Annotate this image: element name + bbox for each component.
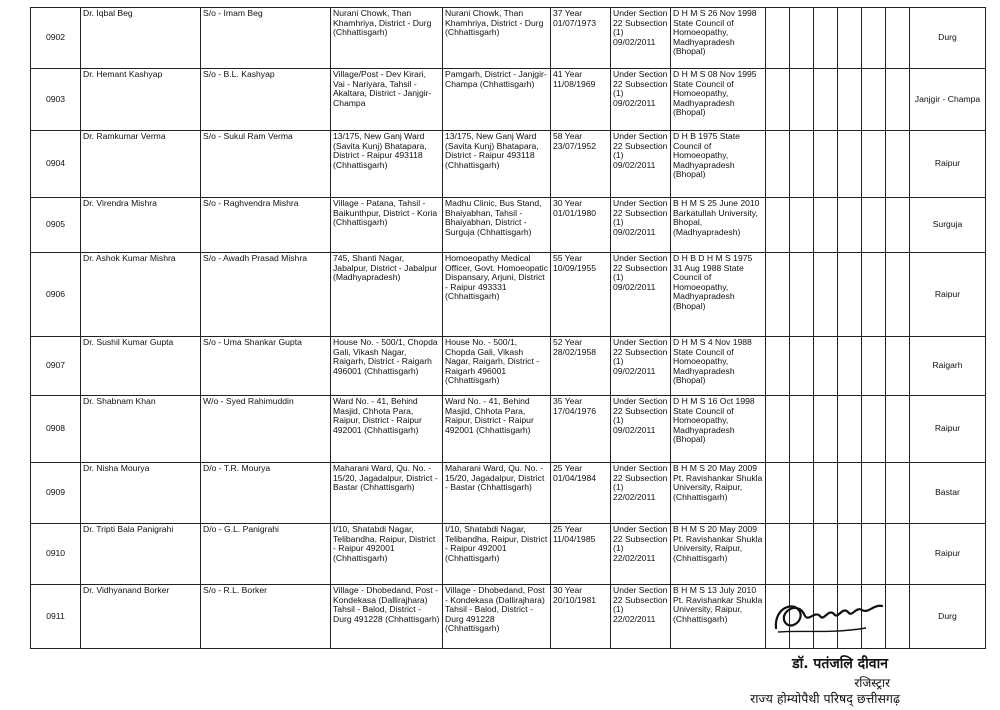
qualification: D H M S 26 Nov 1998 State Council of Homoeopathy, Madhyapradesh (Bhopal) xyxy=(671,8,766,69)
registration-section: Under Section 22 Subsection (1) 22/02/2011 xyxy=(611,585,671,649)
empty-cell xyxy=(814,131,838,198)
empty-cell xyxy=(862,131,886,198)
district: Durg xyxy=(910,585,986,649)
qualification: B H M S 13 July 2010 Pt. Ravishankar Shukla University, Raipur, (Chhattisgarh) xyxy=(671,585,766,649)
council-name: राज्य होम्योपैथी परिषद् छत्तीसगढ़ xyxy=(750,691,900,706)
qualification: B H M S 25 June 2010 Barkatullah University, Bhopal, (Madhyapradesh) xyxy=(671,198,766,253)
age-dob: 25 Year 01/04/1984 xyxy=(551,463,611,524)
registration-section: Under Section 22 Subsection (1) 09/02/2011 xyxy=(611,69,671,131)
district: Raipur xyxy=(910,253,986,337)
empty-cell xyxy=(886,253,910,337)
empty-cell xyxy=(766,253,790,337)
table-row xyxy=(31,463,986,524)
district: Raipur xyxy=(910,396,986,463)
doctor-name: Dr. Shabnam Khan xyxy=(81,396,201,463)
age-dob: 41 Year 11/08/1969 xyxy=(551,69,611,131)
table-body xyxy=(31,8,986,649)
table-row xyxy=(31,131,986,198)
relation: S/o - R.L. Borker xyxy=(201,585,331,649)
district: Bastar xyxy=(910,463,986,524)
empty-cell xyxy=(790,396,814,463)
relation: S/o - Imam Beg xyxy=(201,8,331,69)
relation: S/o - Sukul Ram Verma xyxy=(201,131,331,198)
registrar-name: डॉ. पतंजलि दीवान xyxy=(792,656,888,672)
empty-cell xyxy=(814,253,838,337)
empty-cell xyxy=(766,8,790,69)
empty-cell xyxy=(838,8,862,69)
row-number: 0906 xyxy=(31,253,81,337)
empty-cell xyxy=(862,8,886,69)
empty-cell xyxy=(862,396,886,463)
empty-cell xyxy=(766,524,790,585)
empty-cell xyxy=(790,337,814,396)
empty-cell xyxy=(886,337,910,396)
empty-cell xyxy=(886,585,910,649)
doctor-name: Dr. Tripti Bala Panigrahi xyxy=(81,524,201,585)
empty-cell xyxy=(814,463,838,524)
table-row xyxy=(31,524,986,585)
empty-cell xyxy=(766,198,790,253)
registration-section: Under Section 22 Subsection (1) 09/02/2011 xyxy=(611,337,671,396)
registration-section: Under Section 22 Subsection (1) 09/02/2011 xyxy=(611,396,671,463)
correspondence-address: Village - Dhobedand, Post - Kondekasa (Dallirajhara) Tahsil - Balod, District - Durg 491228 (Chhattisgarh) xyxy=(443,585,551,649)
qualification: D H B 1975 State Council of Homoeopathy, Madhyapradesh (Bhopal) xyxy=(671,131,766,198)
relation: D/o - G.L. Panigrahi xyxy=(201,524,331,585)
registration-section: Under Section 22 Subsection (1) 09/02/2011 xyxy=(611,198,671,253)
age-dob: 25 Year 11/04/1985 xyxy=(551,524,611,585)
empty-cell xyxy=(766,337,790,396)
empty-cell xyxy=(838,131,862,198)
permanent-address: Village - Dhobedand, Post - Kondekasa (Dallirajhara) Tahsil - Balod, District - Durg 491228 (Chhattisgarh) xyxy=(331,585,443,649)
empty-cell xyxy=(886,8,910,69)
empty-cell xyxy=(766,396,790,463)
registration-section: Under Section 22 Subsection (1) 22/02/2011 xyxy=(611,463,671,524)
empty-cell xyxy=(766,131,790,198)
permanent-address: Village/Post - Dev Kirari, Vai - Nariyara, Tahsil - Akaltara, District - Janjgir-Champa xyxy=(331,69,443,131)
permanent-address: House No. - 500/1, Chopda Gali, Vikash Nagar, Raigarh, District - Raigarh 496001 (Chhattisgarh) xyxy=(331,337,443,396)
empty-cell xyxy=(814,337,838,396)
table-row xyxy=(31,69,986,131)
correspondence-address: Maharani Ward, Qu. No. - 15/20, Jagadalpur, District - Bastar (Chhattisgarh) xyxy=(443,463,551,524)
empty-cell xyxy=(862,337,886,396)
district: Raipur xyxy=(910,131,986,198)
correspondence-address: House No. - 500/1, Chopda Gali, Vikash Nagar, Raigarh, District - Raigarh 496001 (Chhattisgarh) xyxy=(443,337,551,396)
empty-cell xyxy=(790,253,814,337)
table-row xyxy=(31,396,986,463)
doctor-name: Dr. Virendra Mishra xyxy=(81,198,201,253)
doctor-name: Dr. Sushil Kumar Gupta xyxy=(81,337,201,396)
qualification: D H M S 4 Nov 1988 State Council of Homoeopathy, Madhyapradesh (Bhopal) xyxy=(671,337,766,396)
permanent-address: 745, Shanti Nagar, Jabalpur, District - Jabalpur (Madhyapradesh) xyxy=(331,253,443,337)
empty-cell xyxy=(838,69,862,131)
doctor-name: Dr. Nisha Mourya xyxy=(81,463,201,524)
permanent-address: Village - Patana, Tahsil - Baikunthpur, District - Koria (Chhattisgarh) xyxy=(331,198,443,253)
correspondence-address: Ward No. - 41, Behind Masjid, Chhota Para, Raipur, District - Raipur 492001 (Chhattisgarh) xyxy=(443,396,551,463)
district: Raigarh xyxy=(910,337,986,396)
qualification: B H M S 20 May 2009 Pt. Ravishankar Shukla University, Raipur, (Chhattisgarh) xyxy=(671,524,766,585)
empty-cell xyxy=(790,8,814,69)
relation: W/o - Syed Rahimuddin xyxy=(201,396,331,463)
empty-cell xyxy=(838,198,862,253)
qualification: D H M S 16 Oct 1998 State Council of Homoeopathy, Madhyapradesh (Bhopal) xyxy=(671,396,766,463)
empty-cell xyxy=(814,524,838,585)
empty-cell xyxy=(814,198,838,253)
age-dob: 30 Year 20/10/1981 xyxy=(551,585,611,649)
permanent-address: Ward No. - 41, Behind Masjid, Chhota Para, Raipur, District - Raipur 492001 (Chhattisgarh) xyxy=(331,396,443,463)
empty-cell xyxy=(766,69,790,131)
empty-cell xyxy=(886,463,910,524)
relation: S/o - Raghvendra Mishra xyxy=(201,198,331,253)
empty-cell xyxy=(790,463,814,524)
doctor-name: Dr. Vidhyanand Borker xyxy=(81,585,201,649)
empty-cell xyxy=(862,253,886,337)
age-dob: 55 Year 10/09/1955 xyxy=(551,253,611,337)
permanent-address: Maharani Ward, Qu. No. - 15/20, Jagadalpur, District - Bastar (Chhattisgarh) xyxy=(331,463,443,524)
relation: S/o - Awadh Prasad Mishra xyxy=(201,253,331,337)
district: Raipur xyxy=(910,524,986,585)
relation: S/o - Uma Shankar Gupta xyxy=(201,337,331,396)
permanent-address: I/10, Shatabdi Nagar, Telibandha, Raipur, District - Raipur 492001 (Chhattisgarh) xyxy=(331,524,443,585)
age-dob: 58 Year 23/07/1952 xyxy=(551,131,611,198)
registration-section: Under Section 22 Subsection (1) 09/02/2011 xyxy=(611,131,671,198)
empty-cell xyxy=(814,396,838,463)
empty-cell xyxy=(838,524,862,585)
age-dob: 37 Year 01/07/1973 xyxy=(551,8,611,69)
empty-cell xyxy=(886,198,910,253)
empty-cell xyxy=(862,69,886,131)
age-dob: 52 Year 28/02/1958 xyxy=(551,337,611,396)
doctor-name: Dr. Ashok Kumar Mishra xyxy=(81,253,201,337)
row-number: 0910 xyxy=(31,524,81,585)
qualification: B H M S 20 May 2009 Pt. Ravishankar Shukla University, Raipur, (Chhattisgarh) xyxy=(671,463,766,524)
empty-cell xyxy=(838,396,862,463)
doctor-name: Dr. Hemant Kashyap xyxy=(81,69,201,131)
row-number: 0902 xyxy=(31,8,81,69)
registration-section: Under Section 22 Subsection (1) 22/02/2011 xyxy=(611,524,671,585)
district: Janjgir - Champa xyxy=(910,69,986,131)
age-dob: 35 Year 17/04/1976 xyxy=(551,396,611,463)
table-row xyxy=(31,8,986,69)
doctor-name: Dr. Ramkumar Verma xyxy=(81,131,201,198)
correspondence-address: Madhu Clinic, Bus Stand, Bhaiyabhan, Tahsil - Bhaiyabhan, District - Surguja (Chhattisgarh) xyxy=(443,198,551,253)
registration-section: Under Section 22 Subsection (1) 09/02/2011 xyxy=(611,8,671,69)
relation: D/o - T.R. Mourya xyxy=(201,463,331,524)
correspondence-address: Homoeopathy Medical Officer, Govt. Homoeopatic Dispansary, Arjuni, District - Raipur 493331 (Chhattisgarh) xyxy=(443,253,551,337)
table-row xyxy=(31,337,986,396)
empty-cell xyxy=(886,524,910,585)
registration-table xyxy=(30,7,986,649)
registrar-signature xyxy=(770,594,888,640)
doctor-name: Dr. Iqbal Beg xyxy=(81,8,201,69)
empty-cell xyxy=(862,463,886,524)
correspondence-address: 13/175, New Ganj Ward (Savita Kunj) Bhatapara, District - Raipur 493118 (Chhattisgarh) xyxy=(443,131,551,198)
empty-cell xyxy=(814,69,838,131)
row-number: 0911 xyxy=(31,585,81,649)
empty-cell xyxy=(790,69,814,131)
row-number: 0904 xyxy=(31,131,81,198)
empty-cell xyxy=(814,8,838,69)
correspondence-address: I/10, Shatabdi Nagar, Telibandha, Raipur, District - Raipur 492001 (Chhattisgarh) xyxy=(443,524,551,585)
empty-cell xyxy=(838,253,862,337)
row-number: 0905 xyxy=(31,198,81,253)
empty-cell xyxy=(766,463,790,524)
registration-section: Under Section 22 Subsection (1) 09/02/2011 xyxy=(611,253,671,337)
relation: S/o - B.L. Kashyap xyxy=(201,69,331,131)
registrar-designation: रजिस्ट्रार xyxy=(854,676,890,690)
empty-cell xyxy=(790,524,814,585)
table-row xyxy=(31,198,986,253)
empty-cell xyxy=(838,337,862,396)
district: Surguja xyxy=(910,198,986,253)
row-number: 0907 xyxy=(31,337,81,396)
qualification: D H B D H M S 1975 31 Aug 1988 State Council of Homoeopathy, Madhyapradesh (Bhopal) xyxy=(671,253,766,337)
age-dob: 30 Year 01/01/1980 xyxy=(551,198,611,253)
row-number: 0909 xyxy=(31,463,81,524)
permanent-address: Nurani Chowk, Than Khamhriya, District - Durg (Chhattisgarh) xyxy=(331,8,443,69)
row-number: 0903 xyxy=(31,69,81,131)
empty-cell xyxy=(886,131,910,198)
empty-cell xyxy=(790,131,814,198)
table-row xyxy=(31,253,986,337)
empty-cell xyxy=(838,463,862,524)
qualification: D H M S 08 Nov 1995 State Council of Homoeopathy, Madhyapradesh (Bhopal) xyxy=(671,69,766,131)
correspondence-address: Nurani Chowk, Than Khamhriya, District - Durg (Chhattisgarh) xyxy=(443,8,551,69)
empty-cell xyxy=(862,524,886,585)
empty-cell xyxy=(886,69,910,131)
empty-cell xyxy=(886,396,910,463)
correspondence-address: Pamgarh, District - Janjgir-Champa (Chhattisgarh) xyxy=(443,69,551,131)
empty-cell xyxy=(790,198,814,253)
row-number: 0908 xyxy=(31,396,81,463)
permanent-address: 13/175, New Ganj Ward (Savita Kunj) Bhatapara, District - Raipur 493118 (Chhattisgarh) xyxy=(331,131,443,198)
empty-cell xyxy=(862,198,886,253)
district: Durg xyxy=(910,8,986,69)
